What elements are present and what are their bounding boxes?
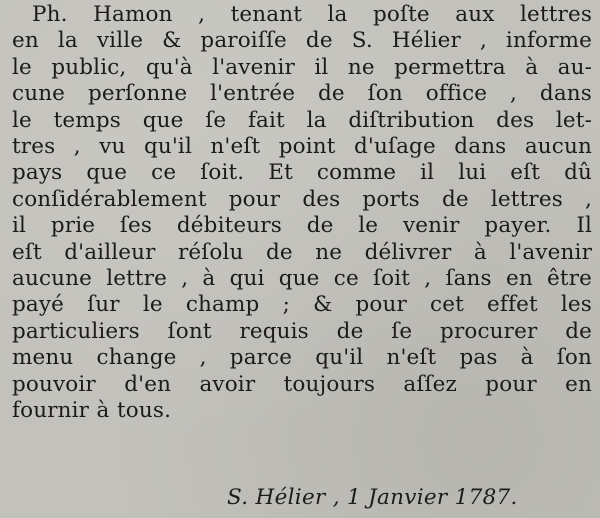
- notice-line: conſidérablement pour des ports de lettres ,: [12, 186, 592, 212]
- notice-line: il prie ſes débiteurs de le venir payer. Il: [12, 213, 592, 239]
- notice-line: payé ſur le champ ; & pour cet effet les: [12, 292, 592, 318]
- notice-line: Ph. Hamon , tenant la poſte aux lettres: [32, 2, 592, 27]
- signature-dateline: S. Hélier , 1 Janvier 1787.: [227, 485, 518, 510]
- notice-line: pays que ce ſoit. Et comme il lui eſt dû: [12, 160, 592, 186]
- notice-line: en la ville & paroiſſe de S. Hélier , informe: [12, 28, 592, 54]
- notice-line: aucune lettre , à qui que ce ſoit , ſans en être: [12, 266, 592, 292]
- notice-line: pouvoir d'en avoir toujours aſſez pour en: [12, 371, 592, 397]
- notice-line: cune perſonne l'entrée de ſon office , dans: [12, 81, 592, 107]
- notice-line: menu change , parce qu'il n'eſt pas à ſon: [12, 345, 592, 371]
- notice-paragraph: [12, 2, 592, 425]
- notice-line: particuliers ſont requis de ſe procurer de: [12, 318, 592, 344]
- notice-line: tres , vu qu'il n'eſt point d'uſage dans aucun: [12, 134, 592, 160]
- notice-line: le public, qu'à l'avenir il ne permettra à au-: [12, 54, 592, 80]
- notice-line: fournir à tous.: [12, 398, 172, 424]
- notice-line: eſt d'ailleur réſolu de ne délivrer à l'avenir: [12, 239, 592, 265]
- notice-line: le temps que ſe fait la diſtribution des let-: [12, 107, 592, 133]
